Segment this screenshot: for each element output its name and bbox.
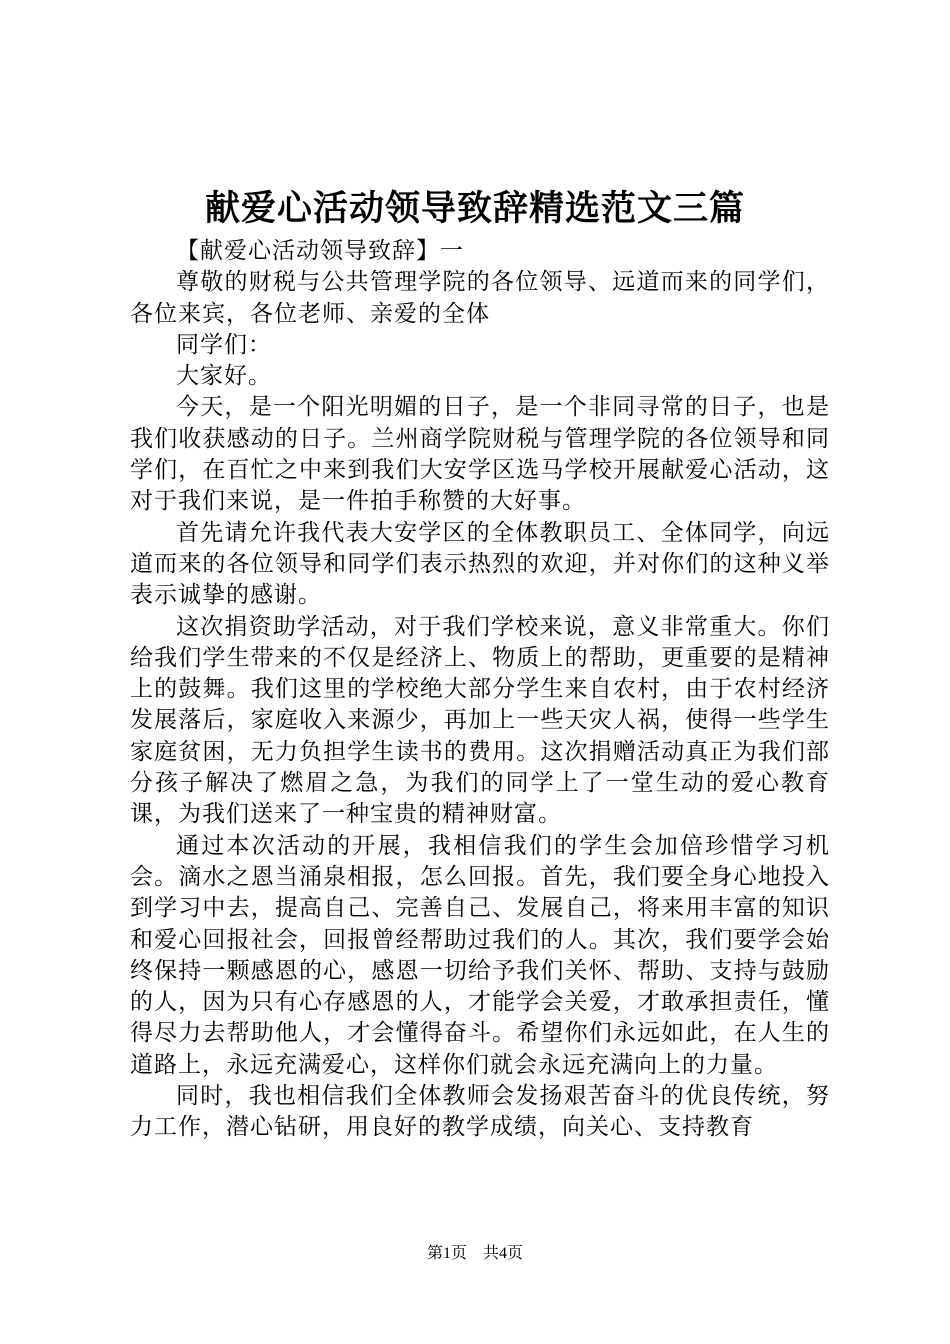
body-paragraph: 这次捐资助学活动，对于我们学校来说，意义非常重大。你们给我们学生带来的不仅是经济上、物质上的帮助，更重要的是精神上的鼓舞。我们这里的学校绝大部分学生来自农村，由于农村经济发展落后，家庭收入来源少，再加上一些天灾人祸，使得一些学生家庭贫困，无力负担学生读书的费用。这次捐赠活动真正为我们部分孩子解决了燃眉之急，为我们的同学上了一堂生动的爱心教育课，为我们送来了一种宝贵的精神财富。 bbox=[130, 613, 830, 828]
body-paragraph: 今天，是一个阳光明媚的日子，是一个非同寻常的日子，也是我们收获感动的日子。兰州商学院财税与管理学院的各位领导和同学们，在百忙之中来到我们大安学区选马学校开展献爱心活动，这对于我们来说，是一件拍手称赞的大好事。 bbox=[130, 394, 830, 515]
greeting-paragraph: 大家好。 bbox=[176, 363, 272, 390]
document-title: 献爱心活动领导致辞精选范文三篇 bbox=[204, 188, 745, 229]
page-footer bbox=[0, 1244, 950, 1264]
body-paragraph: 首先请允许我代表大安学区的全体教职员工、全体同学，向远道而来的各位领导和同学们表示热烈的欢迎，并对你们的这种义举表示诚挚的感谢。 bbox=[130, 519, 830, 609]
body-paragraph: 通过本次活动的开展，我相信我们的学生会加倍珍惜学习机会。滴水之恩当涌泉相报，怎么回报。首先，我们要全身心地投入到学习中去，提高自己、完善自己、发展自己，将来用丰富的知识和爱心回报社会，回报曾经帮助过我们的人。其次，我们要学会始终保持一颗感恩的心，感恩一切给予我们关怀、帮助、支持与鼓励的人，因为只有心存感恩的人，才能学会关爱，才敢承担责任，懂得尽力去帮助他人，才会懂得奋斗。希望你们永远如此，在人生的道路上，永远充满爱心，这样你们就会永远充满向上的力量。 bbox=[130, 832, 830, 1078]
document-body bbox=[130, 236, 830, 1144]
page-number: 第1页 bbox=[426, 1245, 467, 1262]
body-paragraph: 同时，我也相信我们全体教师会发扬艰苦奋斗的优良传统，努力工作，潜心钻研，用良好的教学成绩，向关心、支持教育 bbox=[130, 1083, 830, 1141]
section-heading: 【献爱心活动领导致辞】一 bbox=[176, 238, 464, 264]
salutation-paragraph: 尊敬的财税与公共管理学院的各位领导、远道而来的同学们，各位来宾，各位老师、亲爱的全体 bbox=[130, 269, 830, 327]
page-total: 共4页 bbox=[483, 1245, 524, 1262]
salutation-continuation: 同学们： bbox=[176, 331, 272, 358]
